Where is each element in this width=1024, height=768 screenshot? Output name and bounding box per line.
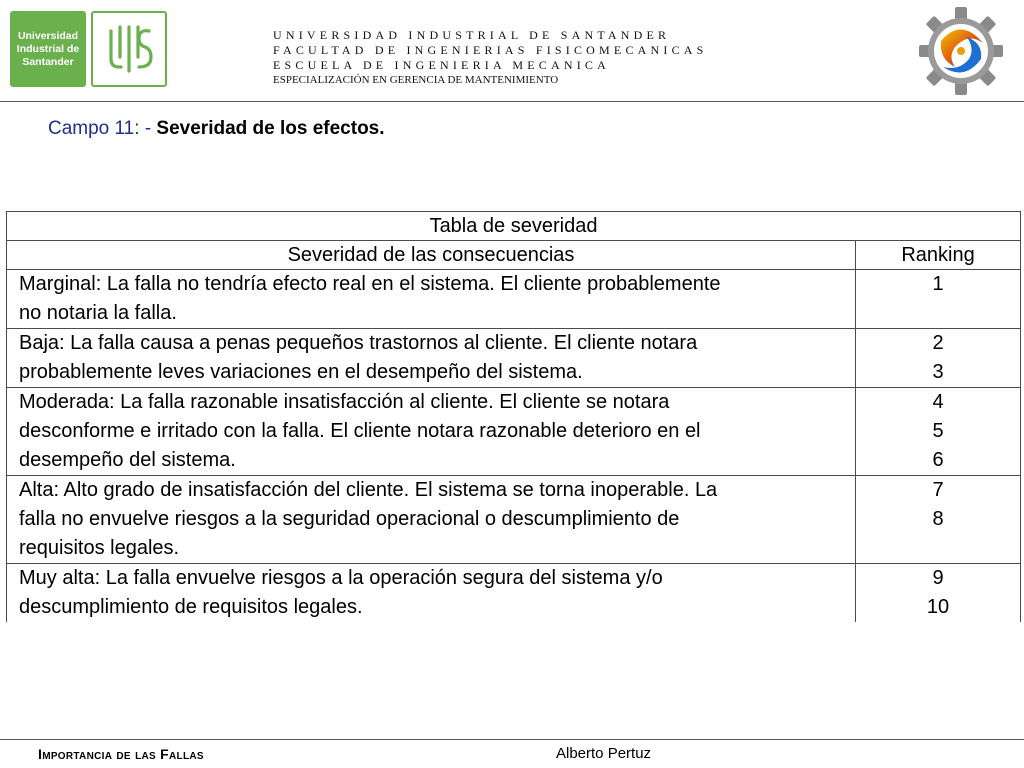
field-label: Campo 11: <box>48 118 140 139</box>
ranking-value: 9 <box>932 567 944 589</box>
uis-emblem-icon <box>91 11 167 87</box>
ranking-value: 8 <box>932 508 944 530</box>
severity-description <box>7 564 856 623</box>
header-divider <box>0 101 1024 102</box>
ranking-cell <box>856 329 1021 388</box>
title-separator: - <box>144 118 152 139</box>
gear-logo-icon <box>918 4 1004 98</box>
description-line: Baja: La falla causa a penas pequeños trastornos al cliente. El cliente notara <box>19 332 698 354</box>
column-header-ranking: Ranking <box>856 241 1021 270</box>
logo-line: Santander <box>22 55 74 68</box>
ranking-value: 3 <box>932 361 944 383</box>
footer-author: Alberto Pertuz <box>556 745 652 762</box>
severity-description <box>7 270 856 329</box>
ranking-cell <box>856 476 1021 564</box>
table-caption: Tabla de severidad <box>7 212 1021 241</box>
table-row <box>7 270 1021 329</box>
logo-line: Universidad <box>17 29 79 42</box>
description-line: Alta: Alto grado de insatisfacción del cliente. El sistema se torna inoperable. La <box>19 479 718 501</box>
description-line: Muy alta: La falla envuelve riesgos a la operación segura del sistema y/o <box>19 567 663 589</box>
footer-divider <box>0 739 1024 740</box>
description-line: Marginal: La falla no tendría efecto real en el sistema. El cliente probablemente <box>19 273 721 295</box>
slide-title <box>48 118 385 140</box>
severity-description <box>7 388 856 476</box>
institution-header <box>273 28 708 88</box>
faculty-name: FACULTAD DE INGENIERIAS FISICOMECANICAS <box>273 43 708 57</box>
severity-description <box>7 329 856 388</box>
table-row <box>7 564 1021 623</box>
table-row <box>7 329 1021 388</box>
description-line: requisitos legales. <box>19 537 180 559</box>
description-line: Moderada: La falla razonable insatisfacción al cliente. El cliente se notara <box>19 391 670 413</box>
ranking-value: 2 <box>932 332 944 354</box>
table-row <box>7 388 1021 476</box>
severity-description <box>7 476 856 564</box>
description-line: no notaria la falla. <box>19 302 177 324</box>
table-row <box>7 476 1021 564</box>
ranking-value: 7 <box>932 479 944 501</box>
column-header-severity: Severidad de las consecuencias <box>7 241 856 270</box>
universidad-logo <box>10 11 86 87</box>
ranking-value: 1 <box>932 273 944 295</box>
table-caption-row <box>7 212 1021 241</box>
table-header-row <box>7 241 1021 270</box>
field-title: Severidad de los efectos. <box>156 118 385 139</box>
school-name: ESCUELA DE INGENIERIA MECANICA <box>273 58 610 72</box>
specialization-name: ESPECIALIZACIÓN EN GERENCIA DE MANTENIMIENTO <box>273 74 559 86</box>
university-name: UNIVERSIDAD INDUSTRIAL DE SANTANDER <box>273 28 671 42</box>
ranking-value: 5 <box>932 420 944 442</box>
ranking-value: 6 <box>932 449 944 471</box>
description-line: falla no envuelve riesgos a la seguridad operacional o descumplimiento de <box>19 508 680 530</box>
footer-topic: Importancia de las Fallas <box>38 746 204 762</box>
description-line: descumplimiento de requisitos legales. <box>19 596 363 618</box>
description-line: probablemente leves variaciones en el desempeño del sistema. <box>19 361 583 383</box>
ranking-cell <box>856 270 1021 329</box>
ranking-value: 4 <box>932 391 944 413</box>
severity-table <box>6 211 1021 622</box>
ranking-cell <box>856 564 1021 623</box>
ranking-value: 10 <box>926 596 950 618</box>
description-line: desempeño del sistema. <box>19 449 236 471</box>
logo-line: Industrial de <box>16 42 80 55</box>
description-line: desconforme e irritado con la falla. El cliente notara razonable deterioro en el <box>19 420 701 442</box>
ranking-cell <box>856 388 1021 476</box>
